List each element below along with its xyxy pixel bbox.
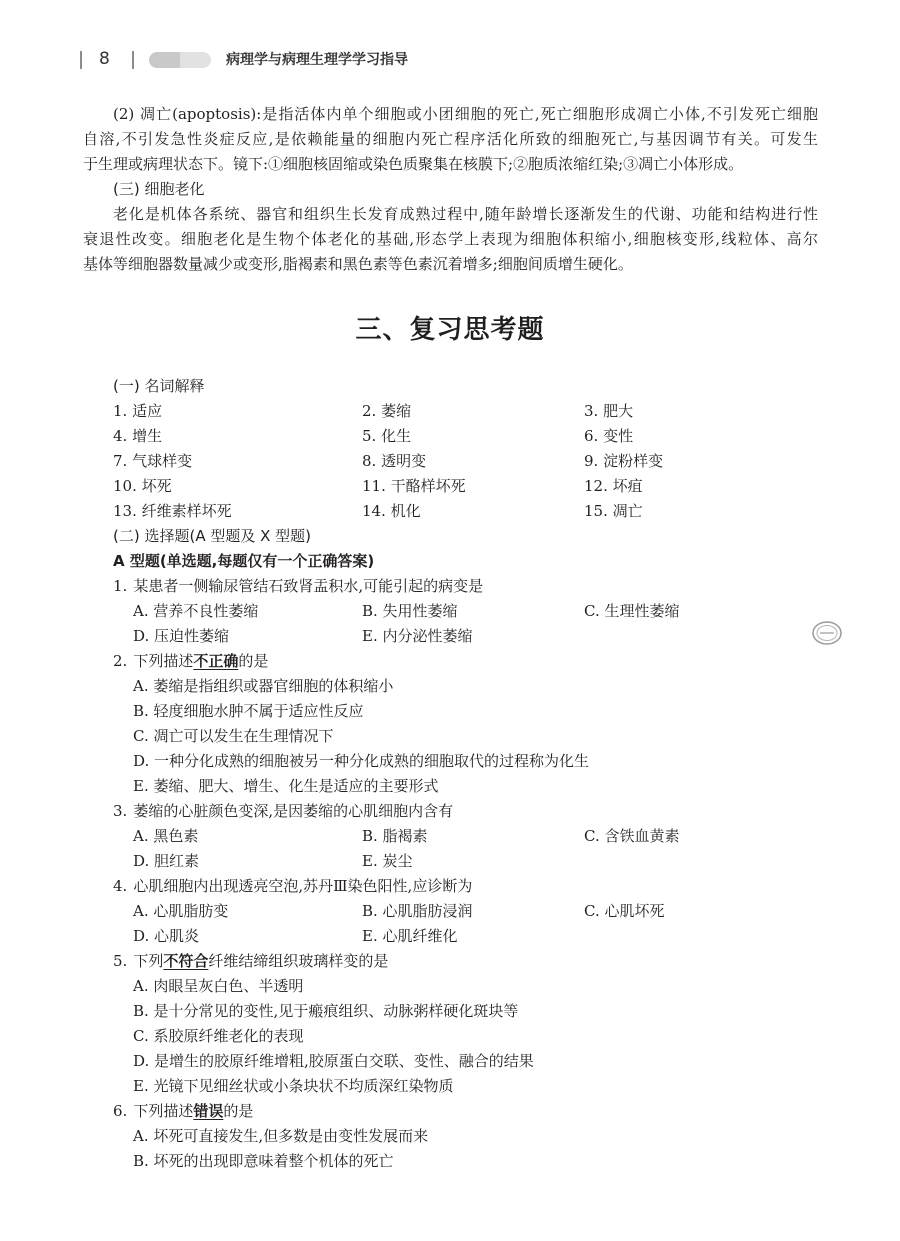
emphasized-text: 错误 — [193, 1102, 224, 1120]
answer-option: C. 系胶原纤维老化的表现 — [133, 1027, 304, 1045]
stem-text: 纤维结缔组织玻璃样变的是 — [208, 952, 389, 970]
answer-option: B. 坏死的出现即意味着整个机体的死亡 — [133, 1152, 394, 1170]
answer-option: E. 光镜下见细丝状或小条块状不均质深红染物质 — [133, 1077, 454, 1095]
answer-option: D. 是增生的胶原纤维增粗,胶原蛋白交联、变性、融合的结果 — [133, 1052, 534, 1070]
term-item: 14. 机化 — [362, 502, 421, 520]
body-text — [83, 102, 818, 277]
answer-option: C. 心肌坏死 — [584, 902, 665, 920]
answer-option: E. 心肌纤维化 — [362, 927, 458, 945]
question-stem — [83, 649, 843, 674]
question — [83, 1099, 843, 1174]
question — [83, 649, 843, 799]
term-item: 7. 气球样变 — [113, 452, 193, 470]
question-number: 4. — [113, 877, 128, 895]
emphasized-text: 不正确 — [193, 652, 239, 670]
answer-option: E. 萎缩、肥大、增生、化生是适应的主要形式 — [133, 777, 439, 795]
question — [83, 949, 843, 1099]
stamp-icon — [811, 620, 843, 646]
stem-text: 某患者一侧输尿管结石致肾盂积水,可能引起的病变是 — [133, 577, 484, 595]
answer-option: A. 肉眼呈灰白色、半透明 — [133, 977, 304, 995]
question-stem — [83, 799, 843, 824]
term-item: 15. 凋亡 — [584, 502, 643, 520]
aging-paragraph — [83, 202, 818, 277]
header-decoration — [149, 52, 211, 68]
section-heading-aging: (三) 细胞老化 — [113, 180, 205, 198]
term-item: 3. 肥大 — [584, 402, 634, 420]
answer-option: A. 萎缩是指组织或器官细胞的体积缩小 — [133, 677, 394, 695]
emphasized-text: 不符合 — [163, 952, 209, 970]
answer-option: C. 含铁血黄素 — [584, 827, 680, 845]
header-divider — [80, 51, 82, 69]
answer-option: A. 黑色素 — [133, 827, 199, 845]
answer-options — [83, 599, 843, 649]
term-item: 2. 萎缩 — [362, 402, 412, 420]
question-list — [83, 574, 843, 1174]
answer-option: D. 一种分化成熟的细胞被另一种分化成熟的细胞取代的过程称为化生 — [133, 752, 590, 770]
stem-text: 下列 — [133, 952, 164, 970]
question-number: 3. — [113, 802, 128, 820]
page-number: 8 — [99, 49, 110, 69]
answer-option: D. 心肌炎 — [133, 927, 200, 945]
paragraph-line: 衰退性改变。细胞老化是生物个体老化的基础,形态学上表现为细胞体积缩小,细胞核变形,线粒体、高尔 — [83, 230, 818, 248]
term-item: 9. 淀粉样变 — [584, 452, 664, 470]
answer-option: B. 心肌脂肪浸润 — [362, 902, 473, 920]
answer-options — [83, 824, 843, 874]
paragraph-line: 于生理或病理状态下。镜下:①细胞核固缩或染色质聚集在核膜下;②胞质浓缩红染;③凋亡小体形成。 — [83, 155, 744, 173]
term-item: 6. 变性 — [584, 427, 634, 445]
question — [83, 574, 843, 649]
answer-options — [83, 974, 843, 1099]
answer-option: A. 营养不良性萎缩 — [133, 602, 259, 620]
paragraph-line: 基体等细胞器数量减少或变形,脂褐素和黑色素等色素沉着增多;细胞间质增生硬化。 — [83, 255, 633, 273]
question-stem — [83, 1099, 843, 1124]
answer-option: D. 胆红素 — [133, 852, 200, 870]
answer-option: B. 是十分常见的变性,见于瘢痕组织、动脉粥样硬化斑块等 — [133, 1002, 519, 1020]
paragraph-line: 老化是机体各系统、器官和组织生长发育成熟过程中,随年龄增长逐渐发生的代谢、功能和结构进行性 — [113, 205, 818, 223]
answer-option: D. 压迫性萎缩 — [133, 627, 230, 645]
question — [83, 874, 843, 949]
term-item: 5. 化生 — [362, 427, 412, 445]
paragraph-line: 自溶,不引发急性炎症反应,是依赖能量的细胞内死亡程序活化所致的细胞死亡,与基因调节有关。可发生 — [83, 130, 818, 148]
question — [83, 799, 843, 874]
answer-option: B. 失用性萎缩 — [362, 602, 458, 620]
answer-options — [83, 1124, 843, 1174]
term-item: 1. 适应 — [113, 402, 163, 420]
apoptosis-paragraph — [83, 102, 818, 177]
term-item: 11. 干酪样坏死 — [362, 477, 466, 495]
answer-option: E. 炭尘 — [362, 852, 413, 870]
question-number: 6. — [113, 1102, 128, 1120]
answer-options — [83, 899, 843, 949]
term-item: 12. 坏疽 — [584, 477, 643, 495]
header-divider — [132, 51, 134, 69]
book-title: 病理学与病理生理学学习指导 — [226, 52, 408, 68]
term-item: 8. 透明变 — [362, 452, 427, 470]
terms-heading: (一) 名词解释 — [113, 377, 205, 395]
question-number: 2. — [113, 652, 128, 670]
question-number: 1. — [113, 577, 128, 595]
answer-option: A. 坏死可直接发生,但多数是由变性发展而来 — [133, 1127, 429, 1145]
term-item: 4. 增生 — [113, 427, 163, 445]
stem-text: 的是 — [223, 1102, 254, 1120]
answer-options — [83, 674, 843, 799]
a-type-heading: A 型题(单选题,每题仅有一个正确答案) — [113, 552, 375, 570]
term-item: 13. 纤维素样坏死 — [113, 502, 232, 520]
stem-text: 的是 — [238, 652, 269, 670]
stem-text: 心肌细胞内出现透亮空泡,苏丹Ⅲ染色阳性,应诊断为 — [133, 877, 473, 895]
answer-option: B. 脂褐素 — [362, 827, 428, 845]
answer-option: A. 心肌脂肪变 — [133, 902, 229, 920]
terms-list — [83, 399, 843, 524]
question-stem — [83, 949, 843, 974]
stem-text: 下列描述 — [133, 652, 194, 670]
answer-option: E. 内分泌性萎缩 — [362, 627, 473, 645]
answer-option: B. 轻度细胞水肿不属于适应性反应 — [133, 702, 364, 720]
stem-text: 萎缩的心脏颜色变深,是因萎缩的心肌细胞内含有 — [133, 802, 454, 820]
stem-text: 下列描述 — [133, 1102, 194, 1120]
term-item: 10. 坏死 — [113, 477, 172, 495]
answer-option: C. 生理性萎缩 — [584, 602, 680, 620]
answer-option: C. 凋亡可以发生在生理情况下 — [133, 727, 334, 745]
paragraph-line: (2) 凋亡(apoptosis):是指活体内单个细胞或小团细胞的死亡,死亡细胞形成凋亡小体,不引发死亡细胞 — [113, 105, 818, 123]
choice-heading: (二) 选择题(A 型题及 X 型题) — [113, 527, 312, 545]
question-number: 5. — [113, 952, 128, 970]
question-stem — [83, 874, 843, 899]
review-title: 三、复习思考题 — [355, 315, 545, 345]
question-stem — [83, 574, 843, 599]
review-section — [83, 374, 843, 1174]
